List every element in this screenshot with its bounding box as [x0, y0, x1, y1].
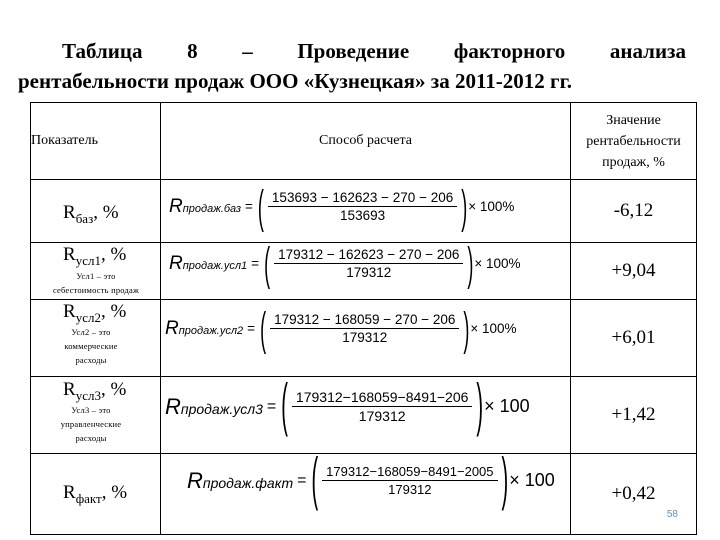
header-value-line: рентабельности [586, 133, 681, 149]
title-word: Проведение [297, 39, 410, 63]
formula: Rпродаж.усл3 = ( $\frac{179312-168059-8491-206}{179312}$ ) × 100 [165, 374, 530, 439]
formula: Rпродаж.усл2 = ( $\frac{179312 - 168059 - 270 - 206}{179312}$ ) × 100% [165, 302, 517, 355]
header-value-line: Значение [606, 112, 661, 128]
table-row [31, 454, 697, 535]
table-row [31, 180, 697, 243]
indicator-cell [31, 377, 161, 454]
title-word: факторного [453, 39, 566, 63]
indicator-symbol: $R_{усл3}$, % [63, 379, 127, 403]
formula-cell [161, 374, 571, 454]
formula-cell [161, 448, 571, 535]
formula-cell [161, 300, 571, 377]
title-word: анализа [609, 39, 686, 63]
indicator-note: Усл2 – это коммерческие расходы [64, 327, 118, 365]
indicator-note: Усл3 – это управленческие расходы [60, 405, 122, 443]
indicator-symbol: $R_{усл1}$, % [63, 244, 127, 268]
title-line-2: рентабельности продаж ООО «Кузнецкая» за 2011-2012 гг. [18, 69, 572, 93]
indicator-symbol: $R_{баз}$, % [63, 202, 119, 226]
formula: Rпродаж.факт = ( $\frac{179312-168059-8491-2005}{179312}$ ) × 100 [187, 448, 555, 513]
title-word: Таблица [62, 39, 143, 63]
value-cell: +9,04 [571, 243, 697, 300]
value-cell: -6,12 [571, 180, 697, 243]
title-line-1 [18, 36, 686, 66]
indicator-symbol: $R_{факт}$, % [63, 482, 128, 506]
indicator-cell [31, 454, 161, 535]
value-cell: +0,42 [571, 454, 697, 535]
indicator-symbol: $R_{усл2}$, % [63, 301, 127, 325]
header-method: Способ расчета [161, 103, 571, 180]
title-word: 8 [187, 39, 198, 63]
formula: Rпродаж.баз = ( $\frac{153693 - 162623 - 270 - 206}{153693}$ ) × 100% [169, 180, 515, 233]
header-value [571, 103, 697, 180]
value-cell: +1,42 [571, 377, 697, 454]
table-header-row [31, 103, 697, 180]
title-word: – [242, 39, 253, 63]
indicator-cell [31, 180, 161, 243]
table-row [31, 243, 697, 300]
formula-cell [161, 237, 571, 300]
value-cell: +6,01 [571, 300, 697, 377]
formula-cell [161, 180, 571, 243]
indicator-cell [31, 300, 161, 377]
indicator-cell [31, 243, 161, 300]
formula: Rпродаж.усл1 = ( $\frac{179312 - 162623 - 270 - 206}{179312}$ ) × 100% [169, 237, 521, 290]
header-value-line: продаж, % [602, 154, 665, 170]
page-number: 58 [666, 509, 678, 520]
factor-analysis-table [30, 102, 697, 535]
table-row [31, 377, 697, 454]
table-row [31, 300, 697, 377]
header-indicator: Показатель [31, 103, 161, 180]
slide-title [18, 36, 686, 96]
indicator-note: Усл1 – это себестоимость продаж [52, 271, 140, 295]
